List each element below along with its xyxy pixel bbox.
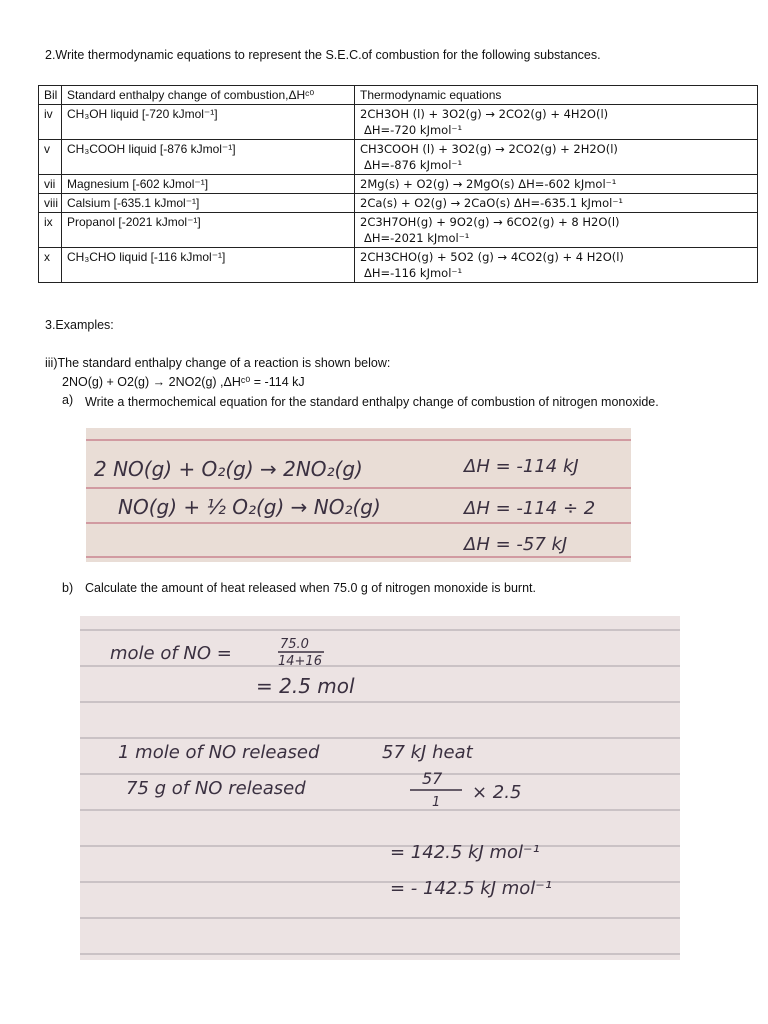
table-row (39, 194, 758, 213)
part-b-label: b) (62, 581, 74, 595)
row-equation (355, 140, 758, 175)
question-text: iii)The standard enthalpy change of a reaction is shown below: (45, 356, 391, 370)
hw-a-line3-right: ΔH = -57 kJ (464, 534, 568, 555)
hw-b-line-1mol: 1 mole of NO released (118, 742, 320, 763)
hw-b-answer2: = - 142.5 kJ mol⁻¹ (390, 878, 552, 899)
handwriting-photo-a (86, 428, 631, 562)
section-heading: 2.Write thermodynamic equations to represent the S.E.C.of combustion for the following substances. (45, 48, 601, 62)
row-bil: v (39, 140, 62, 175)
row-substance: Magnesium [-602 kJmol⁻¹] (62, 175, 355, 194)
handwriting-photo-b (80, 616, 680, 960)
reaction-equation: 2NO(g) + O2(g) → 2NO2(g) ,ΔHᶜ⁰ = -114 kJ (62, 375, 305, 389)
row-substance: CH₃COOH liquid [-876 kJmol⁻¹] (62, 140, 355, 175)
part-a-text: Write a thermochemical equation for the standard enthalpy change of combustion of nitrogen monoxide. (85, 395, 659, 409)
enthalpy-line: ΔH=-876 kJmol⁻¹ (364, 158, 463, 172)
equation-line: 2CH3CHO(g) + 5O2 (g) → 4CO2(g) + 4 H2O(l) (360, 250, 624, 264)
hw-b-result: = 2.5 mol (256, 674, 355, 698)
row-substance: CH₃OH liquid [-720 kJmol⁻¹] (62, 105, 355, 140)
header-equations: Thermodynamic equations (355, 86, 758, 105)
row-substance: CH₃CHO liquid [-116 kJmol⁻¹] (62, 248, 355, 283)
row-bil: iv (39, 105, 62, 140)
enthalpy-line: ΔH=-2021 kJmol⁻¹ (364, 231, 470, 245)
row-equation (355, 105, 758, 140)
row-equation (355, 175, 758, 194)
enthalpy-line: ΔH=-116 kJmol⁻¹ (364, 266, 463, 280)
enthalpy-line: ΔH=-720 kJmol⁻¹ (364, 123, 463, 137)
row-bil: x (39, 248, 62, 283)
table-row (39, 248, 758, 283)
part-a-label: a) (62, 393, 74, 407)
row-substance: Calsium [-635.1 kJmol⁻¹] (62, 194, 355, 213)
table-header-row (39, 86, 758, 105)
equation-line: 2C3H7OH(g) + 9O2(g) → 6CO2(g) + 8 H2O(l) (360, 215, 620, 229)
hw-b-calc-num: 57 (422, 769, 443, 788)
hw-a-line1-left: 2 NO(g) + O₂(g) → 2NO₂(g) (94, 457, 363, 481)
equation-line: 2CH3OH (l) + 3O2(g) → 2CO2(g) + 4H2O(l) (360, 107, 609, 121)
row-bil: vii (39, 175, 62, 194)
table-row (39, 140, 758, 175)
equation-line: CH3COOH (l) + 3O2(g) → 2CO2(g) + 2H2O(l) (360, 142, 618, 156)
hw-a-line2-right: ΔH = -114 ÷ 2 (464, 498, 596, 519)
header-bil: Bil (39, 86, 62, 105)
table-row (39, 213, 758, 248)
hw-b-fraction-num: 75.0 (280, 637, 309, 652)
hw-b-mole-label: mole of NO = (110, 643, 232, 664)
hw-b-heat: 57 kJ heat (382, 742, 473, 763)
hw-b-line-75g: 75 g of NO released (126, 778, 306, 799)
sec-table (38, 85, 758, 283)
hw-b-calc-den: 1 (432, 795, 441, 810)
header-enthalpy: Standard enthalpy change of combustion,ΔHᶜ⁰ (62, 86, 355, 105)
row-equation (355, 213, 758, 248)
hw-a-line2-left: NO(g) + ½ O₂(g) → NO₂(g) (118, 495, 381, 519)
hw-a-line1-right: ΔH = -114 kJ (464, 456, 579, 477)
table-row (39, 175, 758, 194)
row-bil: ix (39, 213, 62, 248)
hw-b-answer1: = 142.5 kJ mol⁻¹ (390, 842, 540, 863)
row-substance: Propanol [-2021 kJmol⁻¹] (62, 213, 355, 248)
row-equation (355, 248, 758, 283)
hw-b-fraction-den: 14+16 (278, 654, 322, 669)
examples-heading: 3.Examples: (45, 318, 114, 332)
row-bil: viii (39, 194, 62, 213)
equation-line: 2Mg(s) + O2(g) → 2MgO(s) ΔH=-602 kJmol⁻¹ (360, 177, 617, 191)
hw-b-calc-mult: × 2.5 (472, 782, 522, 803)
equation-line: 2Ca(s) + O2(g) → 2CaO(s) ΔH=-635.1 kJmol⁻¹ (360, 196, 624, 210)
part-b-text: Calculate the amount of heat released when 75.0 g of nitrogen monoxide is burnt. (85, 581, 536, 595)
row-equation (355, 194, 758, 213)
table-row (39, 105, 758, 140)
